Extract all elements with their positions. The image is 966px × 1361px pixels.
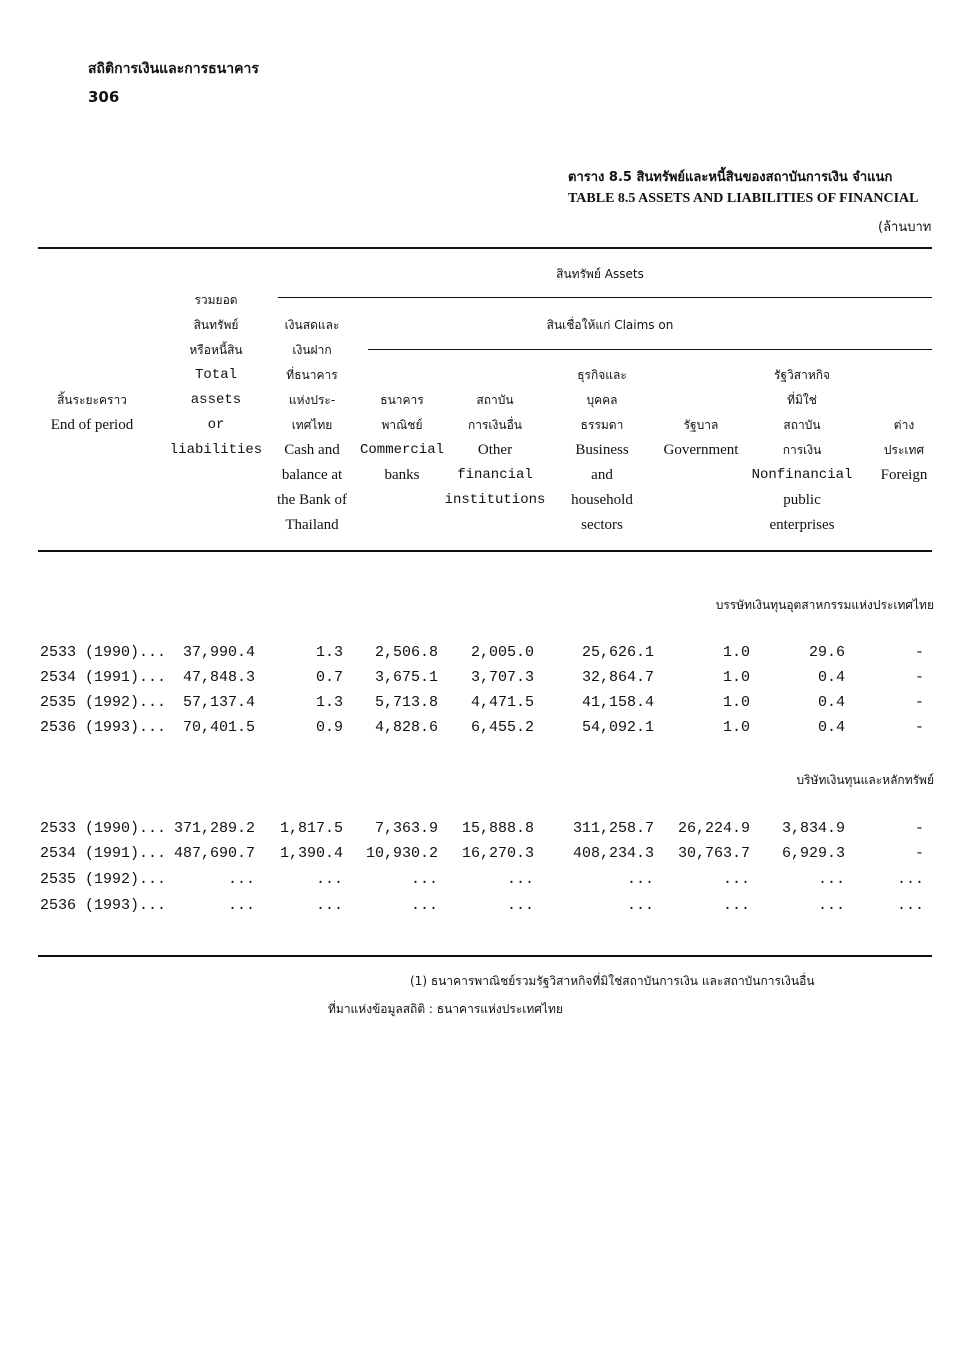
cell-nonfinancial: 0.4 (817, 719, 845, 736)
cell-total: 37,990.4 (182, 644, 255, 661)
cell-foreign: - (914, 694, 924, 711)
cell-nonfinancial: 0.4 (817, 694, 845, 711)
cell-foreign: - (914, 719, 924, 736)
cell-commercial-banks: 7,363.9 (374, 820, 438, 837)
table-row (0, 694, 966, 720)
cell-period: 2536 (1993)... (40, 719, 167, 736)
cell-total: 371,289.2 (173, 820, 255, 837)
table-row (0, 644, 966, 670)
cell-total: 487,690.7 (173, 845, 255, 862)
cell-cash: 1,817.5 (279, 820, 343, 837)
cell-cash: ... (315, 897, 343, 914)
footnote: (1) ธนาคารพาณิชย์รวมรัฐวิสาหกิจที่มิใช่สถาบันการเงิน และสถาบันการเงินอื่น (410, 974, 815, 988)
column-header-government: รัฐบาล Government (663, 418, 739, 458)
cell-commercial-banks: ... (410, 897, 438, 914)
cell-period: 2534 (1991)... (40, 845, 167, 862)
cell-total: 57,137.4 (182, 694, 255, 711)
cell-cash: 1,390.4 (279, 845, 343, 862)
cell-government: 1.0 (722, 644, 750, 661)
cell-other-financial: 4,471.5 (470, 694, 534, 711)
cell-other-financial: 3,707.3 (470, 669, 534, 686)
cell-other-financial: 15,888.8 (461, 820, 534, 837)
section-label: บรรษัทเงินทุนอุตสาหกรรมแห่งประเทศไทย (715, 598, 934, 612)
column-header-business: ธุรกิจและ บุคคล ธรรมดา Business and household sectors (571, 368, 633, 533)
cell-cash: 1.3 (315, 644, 343, 661)
source-note: ที่มาแห่งข้อมูลสถิติ : ธนาคารแห่งประเทศไทย (328, 1002, 563, 1016)
table-row (0, 719, 966, 745)
cell-nonfinancial: 3,834.9 (781, 820, 845, 837)
cell-government: 1.0 (722, 694, 750, 711)
cell-business: 25,626.1 (581, 644, 654, 661)
section-label: บริษัทเงินทุนและหลักทรัพย์ (796, 773, 934, 787)
cell-period: 2535 (1992)... (40, 694, 167, 711)
cell-foreign: - (914, 644, 924, 661)
column-header-other-financial: สถาบัน การเงินอื่น Other financial institutions (444, 393, 546, 508)
table-title-thai: ตาราง 8.5 สินทรัพย์และหนี้สินของสถาบันการเงิน จำแนก (568, 170, 893, 185)
table-row (0, 669, 966, 695)
cell-total: 70,401.5 (182, 719, 255, 736)
cell-nonfinancial: 6,929.3 (781, 845, 845, 862)
cell-other-financial: 6,455.2 (470, 719, 534, 736)
column-header-foreign: ต่าง ประเทศ Foreign (880, 418, 928, 483)
cell-period: 2536 (1993)... (40, 897, 167, 914)
cell-business: ... (626, 871, 654, 888)
cell-total: 47,848.3 (182, 669, 255, 686)
cell-foreign: - (914, 820, 924, 837)
cell-business: 32,864.7 (581, 669, 654, 686)
cell-business: ... (626, 897, 654, 914)
table-title-english: TABLE 8.5 ASSETS AND LIABILITIES OF FINANCIAL (568, 191, 919, 206)
claims-group-header: สินเชื่อให้แก่ Claims on (546, 318, 674, 332)
cell-nonfinancial: ... (817, 897, 845, 914)
cell-business: 41,158.4 (581, 694, 654, 711)
cell-commercial-banks: 4,828.6 (374, 719, 438, 736)
cell-commercial-banks: ... (410, 871, 438, 888)
cell-commercial-banks: 3,675.1 (374, 669, 438, 686)
cell-foreign: - (914, 845, 924, 862)
cell-government: ... (722, 871, 750, 888)
cell-total: ... (227, 871, 255, 888)
cell-government: 1.0 (722, 719, 750, 736)
cell-government: 30,763.7 (677, 845, 750, 862)
cell-foreign: ... (896, 897, 924, 914)
column-header-period: สิ้นระยะคราว End of period (50, 393, 134, 433)
cell-other-financial: ... (506, 897, 534, 914)
cell-government: 1.0 (722, 669, 750, 686)
cell-period: 2533 (1990)... (40, 644, 167, 661)
cell-period: 2533 (1990)... (40, 820, 167, 837)
table-top-rule (38, 247, 932, 249)
cell-other-financial: ... (506, 871, 534, 888)
column-header-cash: เงินสดและ เงินฝาก ที่ธนาคาร แห่งประ- เทศไทย Cash and balance at the Bank of Thailand (277, 318, 347, 533)
running-header: สถิติการเงินและการธนาคาร (88, 61, 259, 77)
assets-group-rule (278, 297, 932, 298)
cell-period: 2534 (1991)... (40, 669, 167, 686)
cell-business: 408,234.3 (572, 845, 654, 862)
cell-business: 54,092.1 (581, 719, 654, 736)
cell-commercial-banks: 2,506.8 (374, 644, 438, 661)
column-header-total: รวมยอด สินทรัพย์ หรือหนี้สิน Total assets or liabilities (169, 293, 263, 458)
cell-commercial-banks: 5,713.8 (374, 694, 438, 711)
table-row (0, 897, 966, 923)
cell-cash: 0.7 (315, 669, 343, 686)
table-unit: (ล้านบาท (878, 220, 932, 235)
table-bottom-rule (38, 955, 932, 957)
cell-business: 311,258.7 (572, 820, 654, 837)
table-row (0, 871, 966, 897)
page-number: 306 (88, 88, 120, 106)
cell-government: 26,224.9 (677, 820, 750, 837)
header-bottom-rule (38, 550, 932, 552)
column-header-nonfinancial: รัฐวิสาหกิจ ที่มิใช่ สถาบัน การเงิน Nonfinancial public enterprises (751, 368, 853, 533)
table-row (0, 820, 966, 846)
cell-nonfinancial: 0.4 (817, 669, 845, 686)
cell-other-financial: 2,005.0 (470, 644, 534, 661)
cell-total: ... (227, 897, 255, 914)
claims-group-rule (368, 349, 932, 350)
cell-nonfinancial: ... (817, 871, 845, 888)
cell-cash: ... (315, 871, 343, 888)
cell-cash: 1.3 (315, 694, 343, 711)
table-row (0, 845, 966, 871)
column-header-commercial-banks: ธนาคาร พาณิชย์ Commercial banks (359, 393, 444, 483)
cell-nonfinancial: 29.6 (808, 644, 845, 661)
assets-group-header: สินทรัพย์ Assets (556, 267, 644, 281)
cell-foreign: ... (896, 871, 924, 888)
cell-other-financial: 16,270.3 (461, 845, 534, 862)
cell-government: ... (722, 897, 750, 914)
cell-period: 2535 (1992)... (40, 871, 167, 888)
cell-cash: 0.9 (315, 719, 343, 736)
cell-commercial-banks: 10,930.2 (365, 845, 438, 862)
cell-foreign: - (914, 669, 924, 686)
